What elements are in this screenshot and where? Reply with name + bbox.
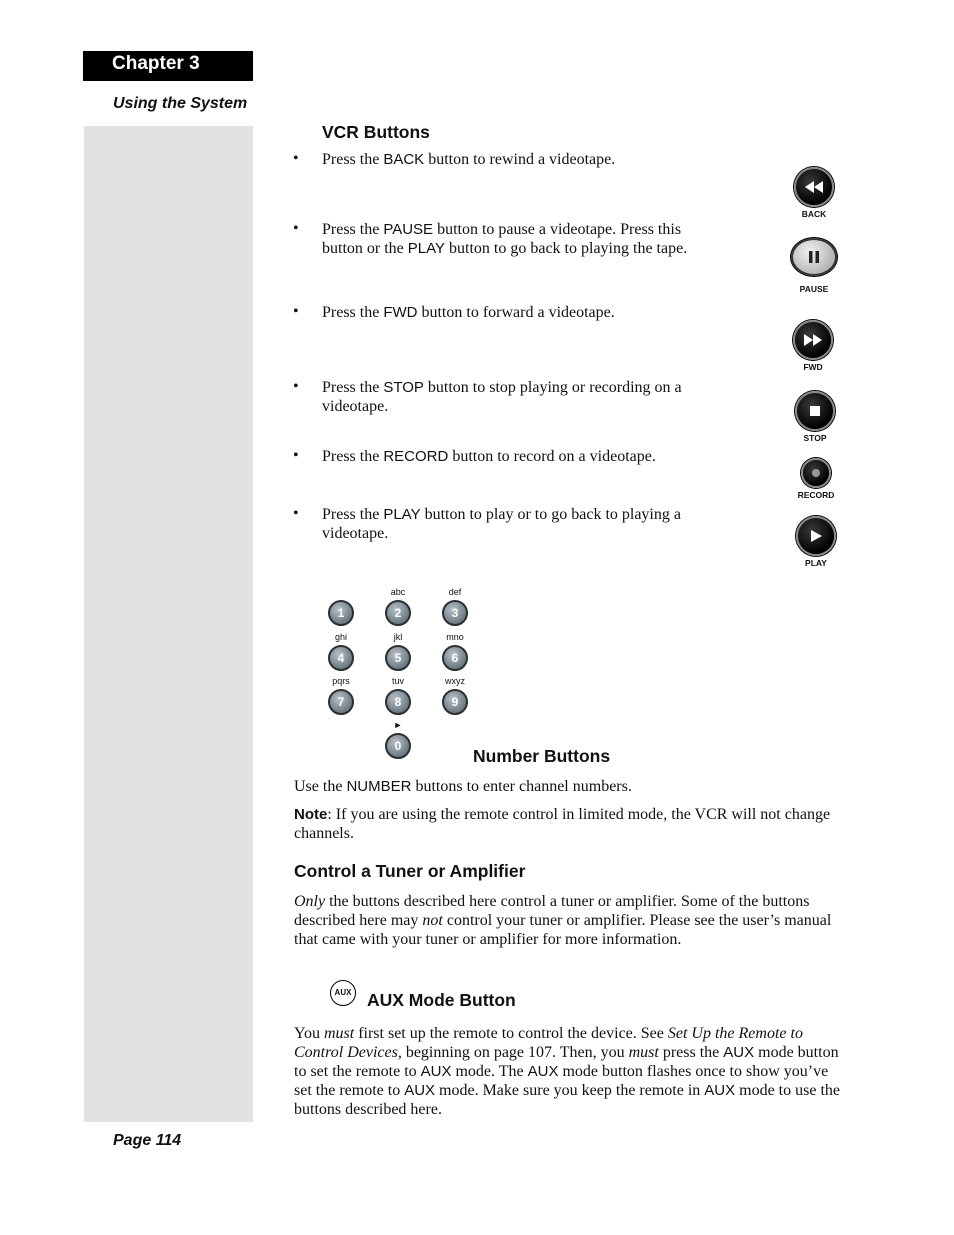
- vcr-item-back: Press the BACK button to rewind a videotape.: [322, 151, 616, 168]
- fwd-label: FWD: [803, 362, 823, 372]
- bullet: •: [293, 150, 299, 167]
- vcr-heading: VCR Buttons: [322, 122, 430, 142]
- key-6: mno 6: [435, 631, 475, 671]
- stop-icon: [795, 391, 835, 431]
- aux-text-run: first set up the remote to control the device. See: [354, 1025, 668, 1042]
- aux-text: [294, 1024, 842, 1119]
- play-label: PLAY: [805, 558, 827, 568]
- tuner-heading: Control a Tuner or Amplifier: [294, 861, 526, 881]
- aux-text-run: AUX: [527, 1063, 559, 1080]
- vcr-item-pause: Press the PAUSE button to pause a videotape. Press this button or the PLAY button to go back to playing the tape.: [322, 221, 688, 257]
- key-4: ghi 4: [321, 631, 361, 671]
- play-icon: [796, 516, 836, 556]
- vcr-item-stop: Press the STOP button to stop playing or recording on a videotape.: [322, 379, 682, 415]
- note-text: Note: If you are using the remote control in limited mode, the VCR will not change channels.: [294, 806, 831, 842]
- key-9: wxyz 9: [435, 675, 475, 715]
- aux-text-run: AUX: [420, 1063, 452, 1080]
- pause-label: PAUSE: [799, 284, 829, 294]
- aux-heading: AUX Mode Button: [367, 990, 516, 1010]
- record-button-image: [786, 458, 846, 500]
- number-heading: Number Buttons: [473, 746, 611, 766]
- aux-text-run: press the: [658, 1044, 724, 1061]
- aux-text-run: mode button to set the remote to: [294, 1044, 839, 1080]
- aux-text-run: AUX: [704, 1082, 736, 1099]
- key-1: 1: [321, 586, 361, 626]
- rewind-icon: [794, 167, 834, 207]
- aux-text-run: must: [323, 1025, 355, 1042]
- number-text: Use the NUMBER buttons to enter channel numbers.: [294, 778, 632, 795]
- aux-text-run: must: [628, 1044, 659, 1061]
- key-3: def 3: [435, 586, 475, 626]
- key-2: abc 2: [378, 586, 418, 626]
- pause-button-image: [784, 238, 844, 294]
- aux-text-run: AUX: [723, 1044, 755, 1061]
- section-name: Using the System: [113, 95, 248, 112]
- key-0: ► 0: [378, 719, 418, 759]
- tuner-text: Only the buttons described here control a tuner or amplifier. Some of the buttons described here may not control your tuner or amplifier. Please see the user’s manual that came with your tuner or amplifier for more information.: [294, 893, 832, 948]
- vcr-item-fwd: Press the FWD button to forward a videotape.: [322, 304, 615, 321]
- pause-icon: [791, 238, 837, 276]
- aux-text-run: You: [294, 1025, 324, 1042]
- fast-forward-icon: [793, 320, 833, 360]
- back-button-image: [784, 167, 844, 219]
- stop-label: STOP: [803, 433, 827, 443]
- bullet: •: [293, 303, 299, 320]
- aux-icon: AUX: [330, 980, 356, 1006]
- aux-text-run: Set Up the Remote to Control Devices,: [294, 1025, 803, 1061]
- vcr-item-record: Press the RECORD button to record on a videotape.: [322, 448, 656, 465]
- play-button-image: [786, 516, 846, 568]
- vcr-item-play: Press the PLAY button to play or to go back to playing a videotape.: [322, 506, 681, 542]
- key-5: jkl 5: [378, 631, 418, 671]
- aux-text-run: AUX: [404, 1082, 436, 1099]
- bullet: •: [293, 505, 299, 522]
- stop-button-image: [785, 391, 845, 443]
- aux-text-run: mode to use the buttons described here.: [294, 1082, 840, 1118]
- back-label: BACK: [801, 209, 827, 219]
- bullet: •: [293, 447, 299, 464]
- bullet: •: [293, 220, 299, 237]
- aux-text-run: beginning on page 107. Then, you: [401, 1044, 629, 1061]
- chapter-label: Chapter 3: [112, 53, 200, 74]
- bullet: •: [293, 378, 299, 395]
- aux-text-run: mode. The: [451, 1063, 528, 1080]
- key-8: tuv 8: [378, 675, 418, 715]
- aux-text-run: mode. Make sure you keep the remote in: [435, 1082, 705, 1099]
- page-number: Page 114: [113, 1132, 182, 1149]
- fwd-button-image: [783, 320, 843, 372]
- record-icon: [801, 458, 831, 488]
- record-label: RECORD: [797, 490, 835, 500]
- sidebar-panel: [84, 126, 253, 1122]
- aux-text-run: mode button flashes once to show you’ve set the remote to: [294, 1063, 829, 1099]
- chapter-tab: [83, 51, 253, 81]
- key-7: pqrs 7: [321, 675, 361, 715]
